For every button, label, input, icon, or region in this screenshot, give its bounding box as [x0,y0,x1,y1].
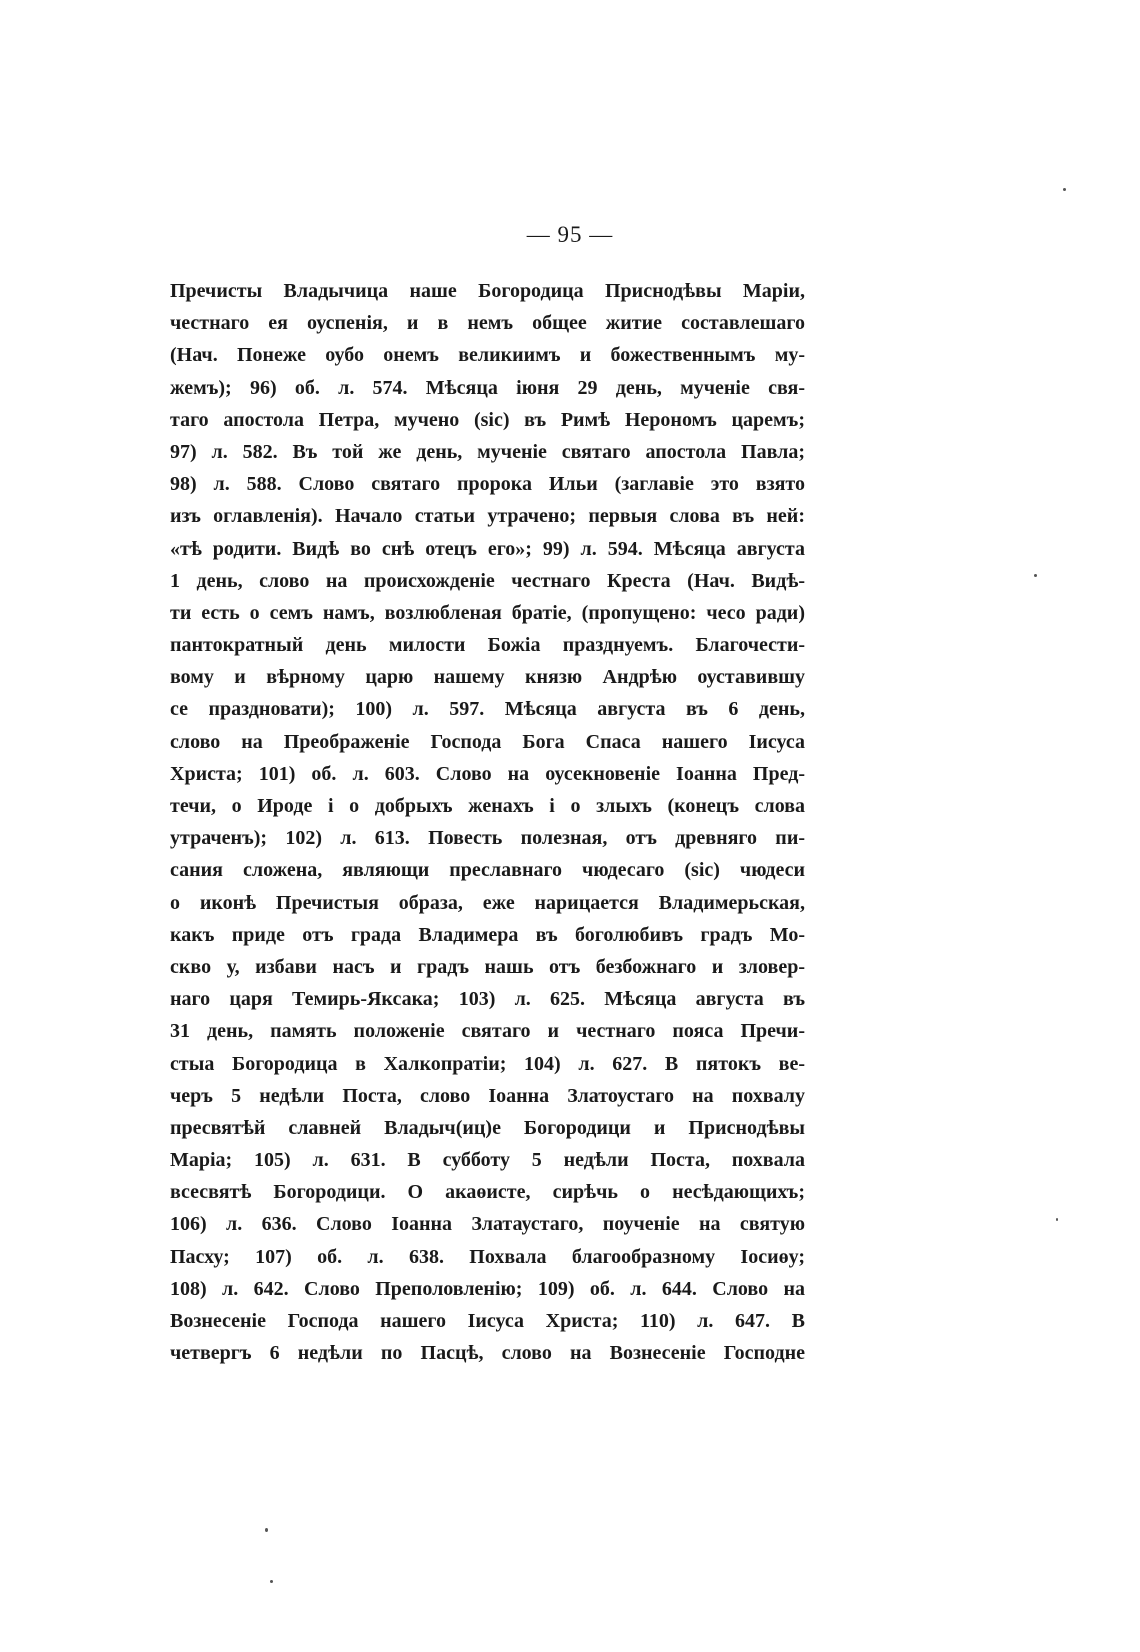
text-line: стыа Богородица в Халкопратіи; 104) л. 627. В пятокъ ве- [170,1052,805,1075]
text-line: честнаго ея оуспенія, и в немъ общее житие составлешаго [170,312,805,335]
text-line: какъ приде отъ града Владимера въ боголюбивъ градъ Мо- [170,923,805,946]
text-line: 31 день, память положеніе святаго и честнаго пояса Пречи- [170,1020,805,1043]
text-line: 98) л. 588. Слово святаго пророка Ильи (заглавіе это взято [170,473,805,496]
text-line: «тѣ родити. Видѣ во снѣ отецъ его»; 99) л. 594. Мѣсяца августа [170,537,805,560]
text-line: 108) л. 642. Слово Преполовленію; 109) об. л. 644. Слово на [170,1277,805,1300]
text-line: черъ 5 недѣли Поста, слово Іоанна Златоустаго на похвалу [170,1084,805,1107]
text-line: утраченъ); 102) л. 613. Повесть полезная, отъ древняго пи- [170,827,805,850]
text-line: жемъ); 96) об. л. 574. Мѣсяца іюня 29 день, мученіе свя- [170,376,805,399]
text-line: течи, о Ироде і о добрыхъ женахъ і о злыхъ (конецъ слова [170,795,805,817]
text-line: четвергъ 6 недѣли по Пасцѣ, слово на Вознесеніе Господне [170,1342,805,1365]
scan-speck [1034,574,1037,577]
text-line: вому и вѣрному царю нашему князю Андрѣю оуставившу [170,666,805,689]
text-line: пантократный день милости Божіа празднуемъ. Благочести- [170,634,805,657]
body-text [170,275,805,1369]
scan-speck [1056,1218,1058,1221]
text-line: се праздновати); 100) л. 597. Мѣсяца августа въ 6 день, [170,698,805,721]
scan-speck [270,1580,273,1583]
text-line: о иконѣ Пречистыя образа, еже нарицается Владимерьская, [170,891,805,914]
text-line: (Нач. Понеже оубо онемъ великиимъ и божественнымъ му- [170,344,805,367]
text-line: пресвятѣй славней Владыч(иц)е Богородици и Приснодѣвы [170,1116,805,1139]
text-line: Маріа; 105) л. 631. В субботу 5 недѣли Поста, похвала [170,1149,805,1172]
text-line: Пречисты Владычица наше Богородица Приснодѣвы Маріи, [170,280,805,302]
text-line: 1 день, слово на происхожденіе честнаго Креста (Нач. Видѣ- [170,569,805,592]
text-line: Христа; 101) об. л. 603. Слово на оусекновеніе Іоанна Пред- [170,762,805,785]
text-line: сания сложена, являющи преславнаго чюдесаго (sic) чюдеси [170,859,805,882]
text-line: Пасху; 107) об. л. 638. Похвала благообразному Іосиөу; [170,1245,805,1268]
text-line: слово на Преображеніе Господа Бога Спаса нашего Іисуса [170,730,805,753]
text-line: скво у, избави насъ и градъ нашь отъ безбожнаго и зловер- [170,955,805,978]
text-line: 106) л. 636. Слово Іоанна Златаустаго, поученіе на святую [170,1213,805,1236]
text-line: всесвятѣ Богородици. О акаөисте, сирѣчь о несѣдающихъ; [170,1181,805,1204]
text-line: изъ оглавленія). Начало статьи утрачено; первыя слова въ ней: [170,505,805,528]
scan-speck [265,1528,268,1532]
page-number: — 95 — [526,222,614,247]
scan-speck [1063,188,1066,191]
text-line: ти есть о семъ намъ, возлюбленая братіе, (пропущено: чесо ради) [170,601,805,624]
text-line: таго апостола Петра, мучено (sic) въ Римѣ Нерономъ царемъ; [170,408,805,431]
text-line: 97) л. 582. Въ той же день, мученіе святаго апостола Павла; [170,440,805,463]
text-line: Вознесеніе Господа нашего Іисуса Христа; 110) л. 647. В [170,1310,805,1332]
text-line: наго царя Темирь-Яксака; 103) л. 625. Мѣсяца августа въ [170,988,805,1011]
